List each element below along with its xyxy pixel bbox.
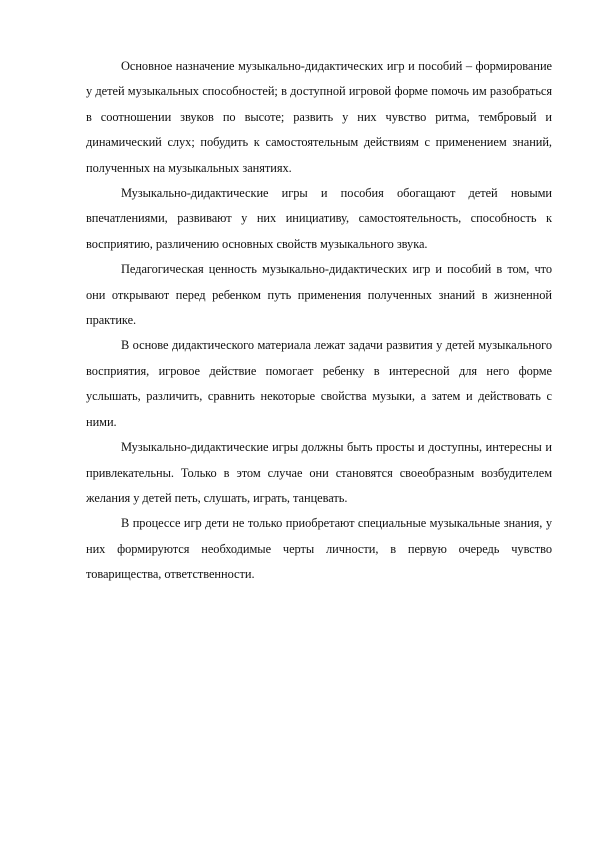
document-body — [86, 54, 552, 588]
paragraph-personality: В процессе игр дети не только приобретают специальные музыкальные знания, у них формируются необходимые черты личности, в первую очередь чувство товарищества, ответственности. — [86, 516, 552, 582]
paragraph-simplicity: Музыкально-дидактические игры должны быть просты и доступны, интересны и привлекательны. Только в этом случае они становятся своеобразным возбудителем желания у детей петь, слушать, играть, танцевать. — [86, 440, 552, 505]
paragraph-didactic-basis: В основе дидактического материала лежат задачи развития у детей музыкального восприятия, игровое действие помогает ребенку в интересной для него форме услышать, различить, сравнить некоторые свойства музыки, а затем и действовать с ними. — [86, 338, 552, 429]
paragraph-enrichment: Музыкально-дидактические игры и пособия обогащают детей новыми впечатлениями, развивают у них инициативу, самостоятельность, способность к восприятию, различению основных свойств музыкального звука. — [86, 186, 552, 251]
paragraph-pedagogical-value: Педагогическая ценность музыкально-дидактических игр и пособий в том, что они открывают перед ребенком путь применения полученных знаний в жизненной практике. — [86, 262, 552, 328]
paragraph-purpose: Основное назначение музыкально-дидактических игр и пособий – формирование у детей музыкальных способностей; в доступной игровой форме помочь им разобраться в соотношении звуков по высоте; развить у них чувство ритма, тембровый и динамический слух; побудить к самостоятельным действиям с применением знаний, полученных на музыкальных занятиях. — [86, 59, 552, 175]
